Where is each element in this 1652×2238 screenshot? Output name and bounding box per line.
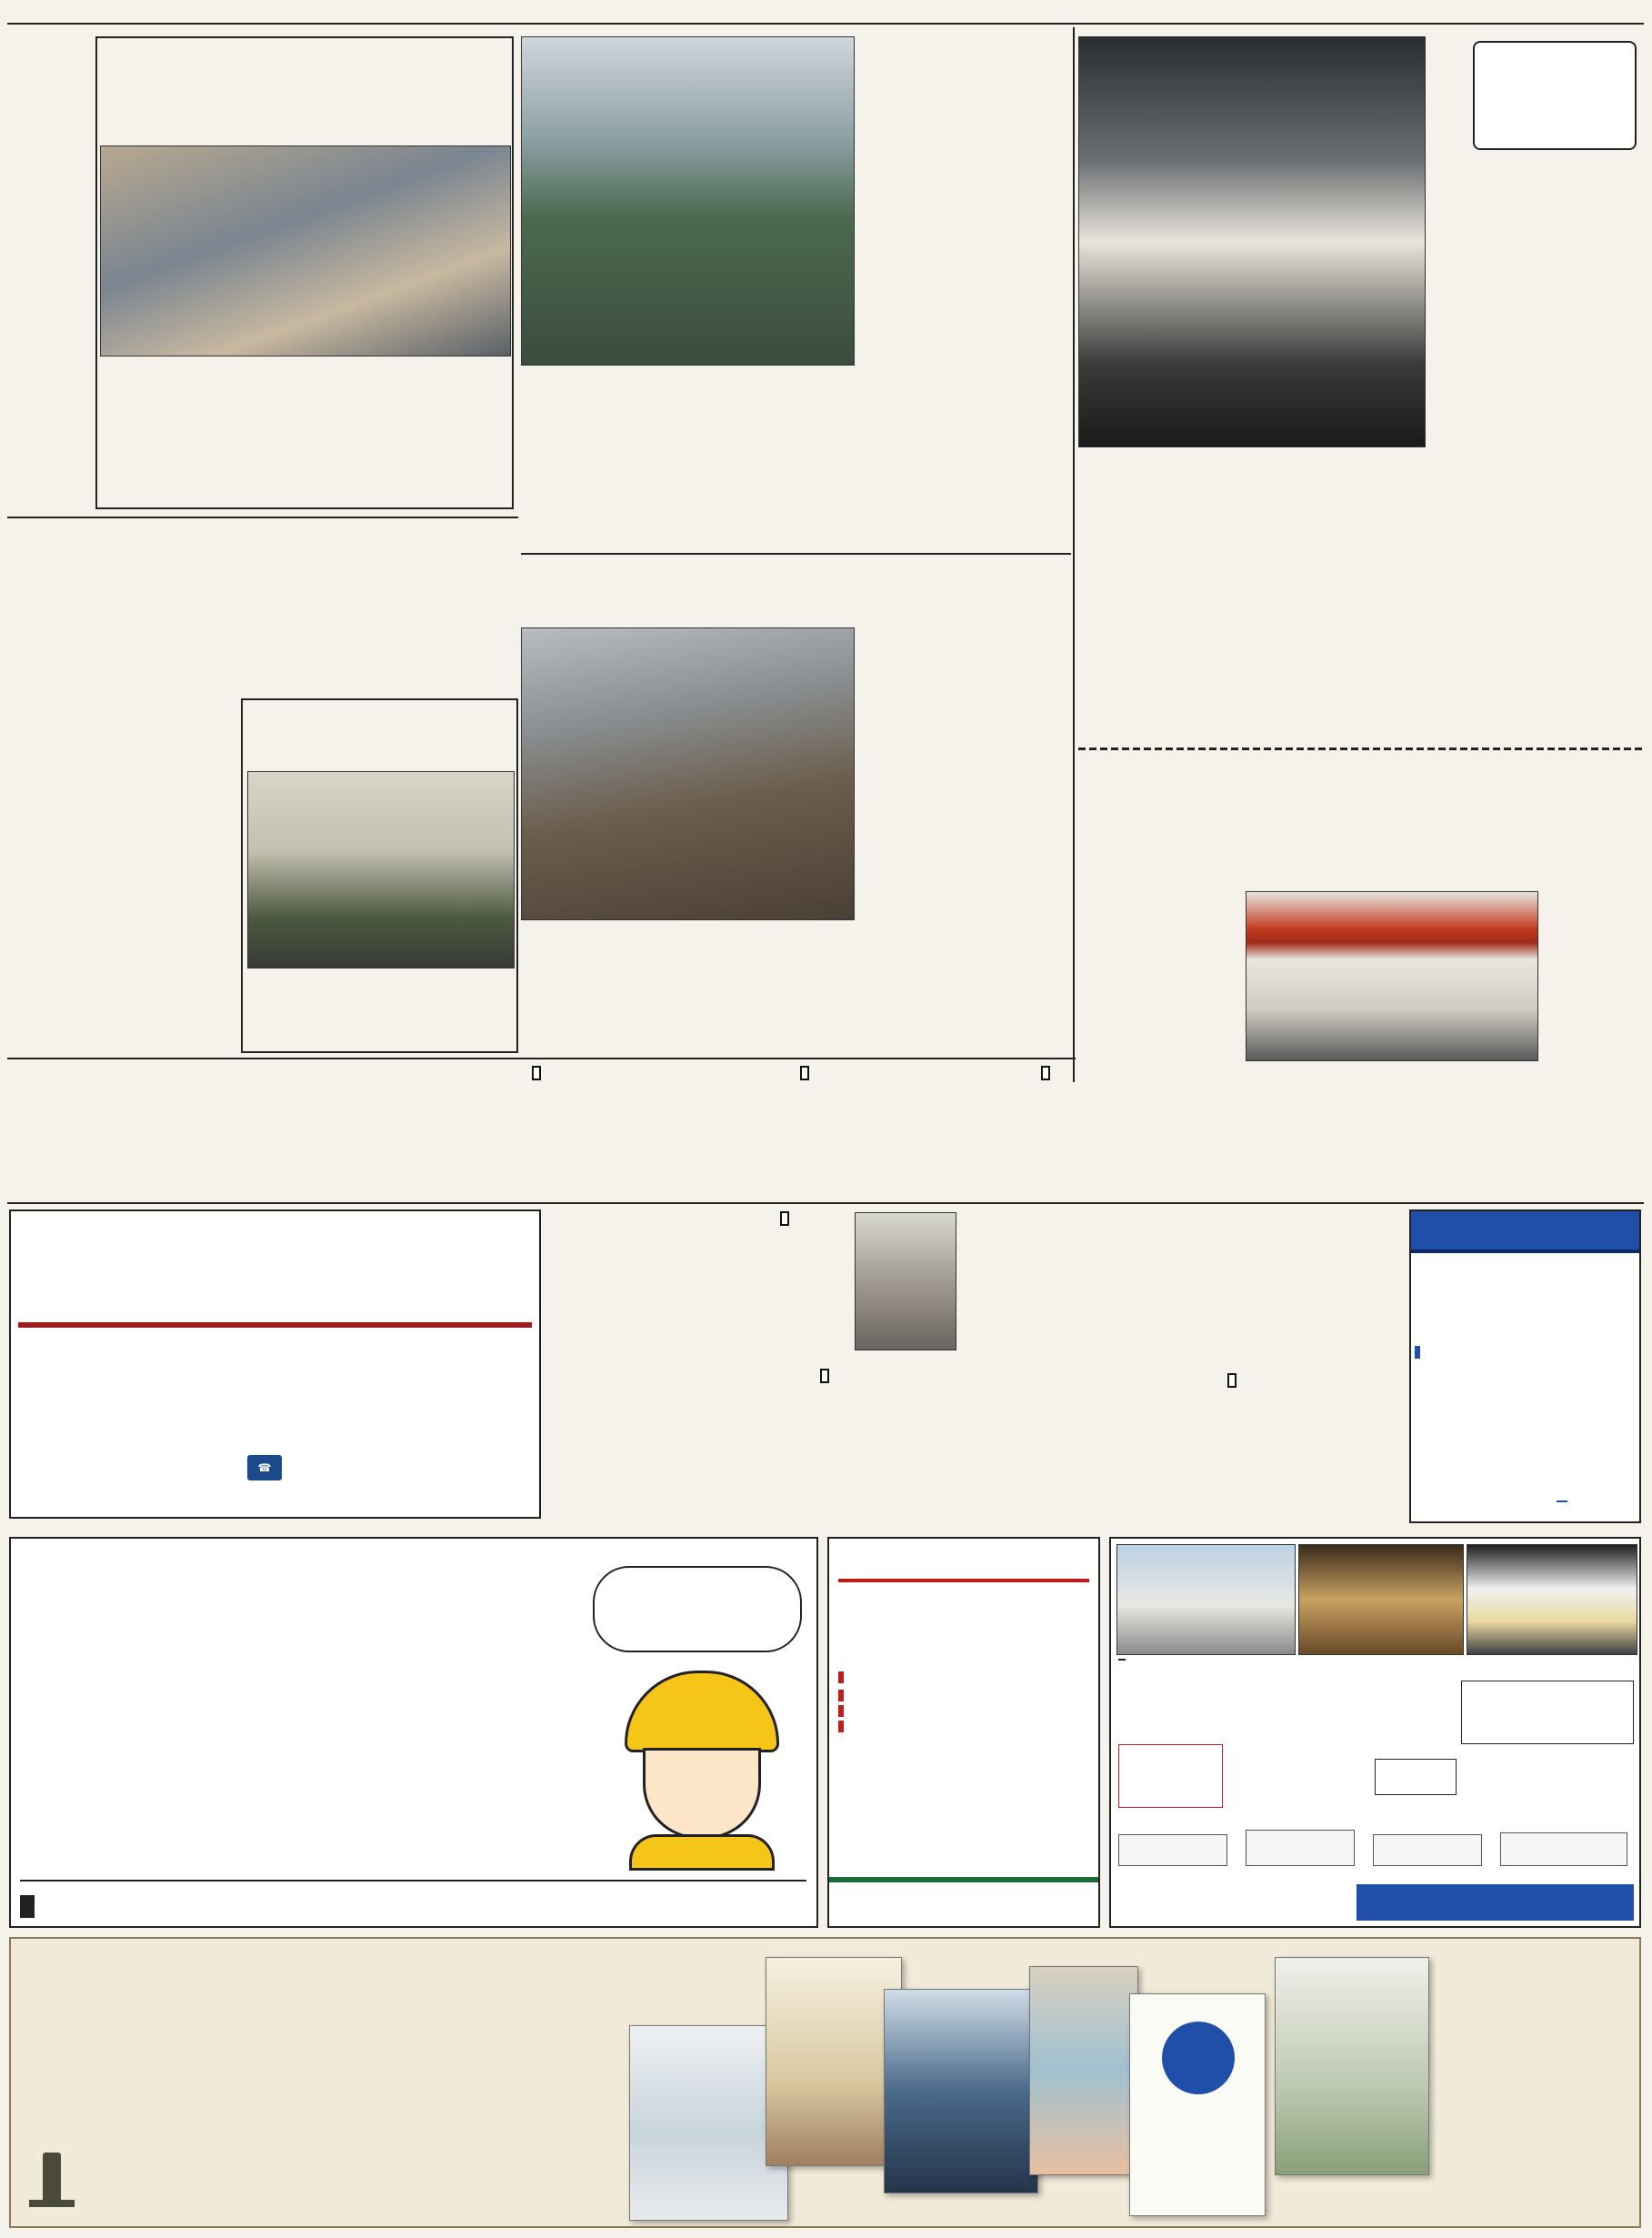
kui-phone-bar [1357,1884,1634,1921]
blueberry-photo [521,36,855,366]
kui-hall-icon [1118,1834,1227,1866]
miyake-holiday-label [838,1705,844,1717]
boat-title [1411,1211,1639,1249]
boat-today-time [1415,1346,1420,1359]
book-cover [1029,1966,1138,2175]
music-label [800,1066,809,1080]
rule-curry-top [521,553,1071,555]
notice-label [780,1211,789,1226]
kui-hall-icon [1373,1834,1482,1866]
miyake-ad [827,1537,1100,1928]
book-cover [884,1989,1038,2193]
miyake-salary-row [838,1668,1093,1688]
blueberry-body [521,368,1066,550]
miyake-hours-label [838,1690,844,1701]
miyake-details [838,1668,1093,1734]
kui-route [1118,1659,1126,1661]
hohoemi-bottom-rule [1078,748,1642,750]
book-cover [629,2025,788,2221]
job-row-location [20,1666,584,1700]
curry-headline-1 [1009,564,1064,1055]
events-body-left [9,1064,527,1200]
job-row-content-2 [20,1835,584,1869]
hohoemi-photo [1078,36,1426,447]
haiku-body-left [9,523,232,696]
miyake-role [838,1579,1089,1582]
notice-body [546,1209,777,1523]
blueberry-caption [855,36,882,364]
fuji-headline [1582,757,1637,1066]
publish-right-text [1443,1952,1634,2221]
kui-hall-icon [1500,1832,1627,1866]
congrats-label [820,1369,829,1383]
funeral-ad [9,1209,541,1519]
kui-ad [1109,1537,1641,1928]
job-contact [20,1880,806,1919]
hohoemi-headline [1591,159,1641,741]
freedial-icon: ☎ [247,1455,282,1480]
events-body-mid [564,1064,791,1200]
ochugen-photo [100,146,511,356]
kui-flower-photo [1467,1544,1637,1655]
kui-hall-drawings [1118,1816,1635,1880]
header-rule [7,23,1644,25]
worker-illustration [602,1661,806,1871]
fuji-photo [1246,891,1538,1061]
fuji-body [1078,755,1242,1064]
haiku-body-bottom [247,971,513,1051]
exhibit-label [1041,1066,1050,1080]
ochugen-body-left [9,36,91,509]
kui-memorial [1375,1759,1457,1795]
job-row-hours [20,1700,584,1733]
exhibit-body [918,1064,1036,1200]
job-ad [9,1537,818,1928]
rule-events-top [7,1058,1076,1059]
book-cover [1275,1957,1429,2175]
miyake-benefit-label [838,1721,844,1732]
job-contact-label [20,1895,35,1918]
column-rule-1 [1073,27,1075,1082]
haiku-photo [247,771,515,968]
curry-body [856,555,947,1055]
fuji-subhead [1541,791,1582,1064]
miyake-hours-row [838,1688,1093,1703]
haiku-body-right [236,523,514,696]
hohoemi-body [1078,537,1587,741]
rule-haiku-top [7,517,518,518]
curry-headline-2 [950,627,1000,1055]
condolence-label [1227,1373,1236,1388]
kui-hall-icon [1246,1830,1355,1866]
lighthouse-tower-icon [43,2153,61,2203]
curry-body-bottom [521,923,853,1055]
ochugen-body [100,359,509,505]
miyake-salary-label [838,1671,844,1683]
boat-time [1411,1249,1639,1253]
helmet-icon [625,1671,779,1752]
hohoemi-title-box [1473,41,1637,150]
job-row-holiday [20,1768,584,1801]
job-bubble [593,1566,802,1652]
music-body [832,1064,914,1200]
worker-face-icon [643,1748,761,1839]
congrats-body [855,1364,1082,1523]
book-cover [766,1957,902,2166]
kui-guide [1118,1744,1223,1808]
curry-photo [521,627,855,920]
job-row-age [20,1733,584,1767]
fuji-body-lower [1078,1069,1642,1196]
haiku-body-lower [9,700,236,1050]
kui-altar-photo [1298,1544,1464,1655]
kui-cost-box [1461,1681,1634,1744]
kui-hall-photo [1116,1544,1296,1655]
publishing-ad [9,1937,1641,2228]
page-header [9,4,1646,24]
funeral-line2 [18,1322,532,1328]
miyake-holiday-row [838,1703,1093,1719]
lighthouse-base-icon [29,2200,75,2207]
job-row-content [20,1801,584,1835]
event-label [532,1066,541,1080]
notice-photo [855,1212,956,1350]
worker-body-icon [629,1834,775,1871]
lighthouse-icon [20,2143,84,2221]
boat-date [1557,1500,1567,1502]
boat-race-ad [1409,1209,1641,1523]
condolence-body [1086,1369,1223,1523]
book-cover [1129,1993,1266,2216]
job-rows [20,1666,584,1902]
miyake-benefit-row [838,1719,1093,1734]
family-crest-icon [1162,2022,1235,2094]
boat-today [1415,1343,1637,1360]
miyake-company [829,1877,1098,1882]
rule-events-bottom [7,1202,1644,1204]
hohoemi-body-top [1427,155,1587,537]
